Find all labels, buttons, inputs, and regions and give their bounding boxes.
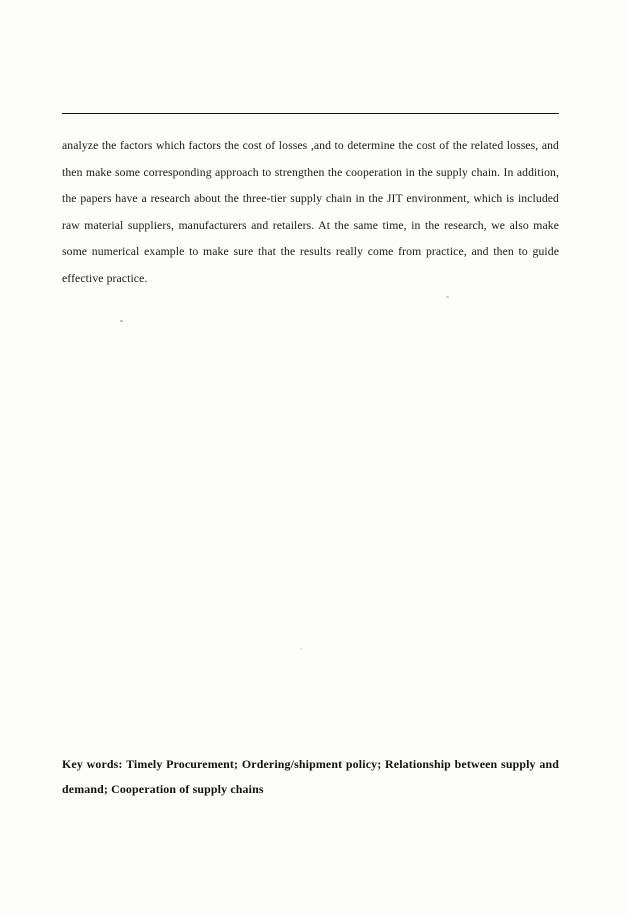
- scan-speck: [120, 320, 123, 322]
- scan-speck: [446, 296, 449, 298]
- keywords-line: Key words: Timely Procurement; Ordering/shipment policy; Relationship between supply and demand; Cooperation of supply chains: [62, 757, 559, 796]
- scan-speck: [300, 648, 302, 650]
- abstract-paragraph: analyze the factors which factors the cost of losses ,and to determine the cost of the related losses, and then make some corresponding approach to strengthen the cooperation in the supply chain. In addition, the papers have a research about the three-tier supply chain in the JIT environment, which is included raw material suppliers, manufacturers and retailers. At the same time, in the research, we also make some numerical example to make sure that the results really come from practice, and then to guide effective practice.: [62, 139, 559, 285]
- horizontal-rule: [62, 113, 559, 114]
